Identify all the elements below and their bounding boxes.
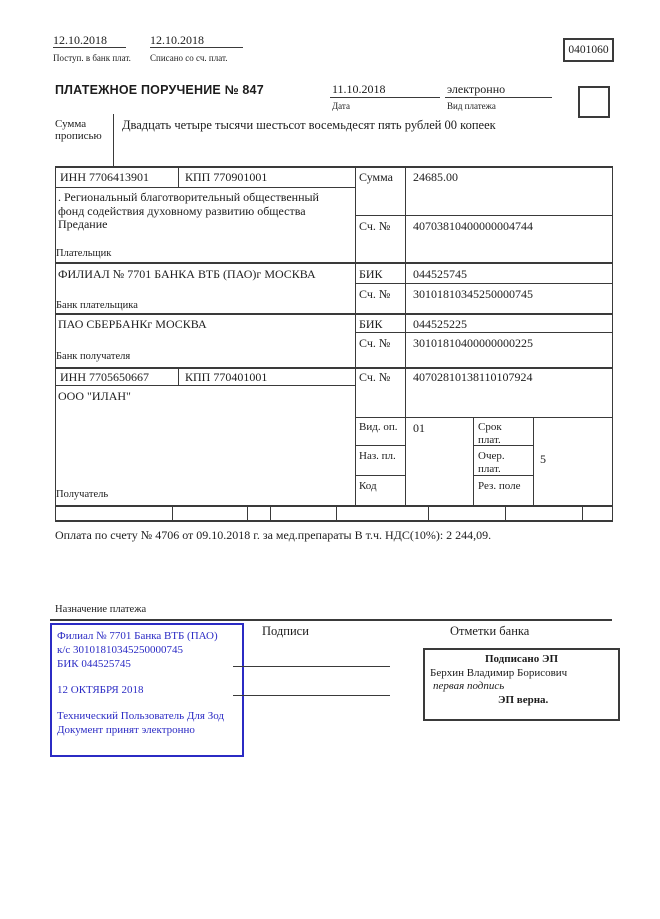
stamp-user: Технический Пользователь Для Зод xyxy=(57,710,225,722)
payer-account: 40703810400000004744 xyxy=(413,219,533,233)
divider xyxy=(355,445,405,446)
payer-bank-section-label: Банк плательщика xyxy=(56,300,138,311)
reserve-field-label: Рез. поле xyxy=(478,480,521,492)
stamp-accepted: Документ принят электронно xyxy=(57,724,195,736)
priority-value: 5 xyxy=(540,452,546,466)
divider xyxy=(178,367,179,385)
received-date-label: Поступ. в банк плат. xyxy=(53,53,131,63)
divider xyxy=(355,332,612,333)
divider xyxy=(55,520,612,522)
divider xyxy=(355,166,356,505)
divider xyxy=(55,505,612,507)
divider xyxy=(55,385,355,386)
divider xyxy=(55,367,612,369)
payee-section-label: Получатель xyxy=(56,489,109,500)
stamp-corr-account: к/с 30101810345250000745 xyxy=(57,644,184,656)
divider xyxy=(113,114,114,166)
doc-title: ПЛАТЕЖНОЕ ПОРУЧЕНИЕ № 847 xyxy=(55,83,264,97)
debited-date-value: 12.10.2018 xyxy=(150,33,204,47)
divider xyxy=(582,505,583,520)
esign-subtitle: первая подпись xyxy=(433,680,505,692)
payee-inn: ИНН 7705650667 xyxy=(60,370,149,384)
payee-bank-corr: 30101810400000000225 xyxy=(413,336,533,350)
stamp-bank-name: Филиал № 7701 Банка ВТБ (ПАО) xyxy=(57,630,218,642)
esign-name: Берхин Владимир Борисович xyxy=(430,666,568,679)
divider xyxy=(55,262,612,264)
form-code-box: 0401060 xyxy=(563,38,614,62)
divider xyxy=(50,619,612,621)
divider xyxy=(55,187,355,188)
op-kind-value: 01 xyxy=(413,421,425,435)
bank-marks-header: Отметки банка xyxy=(450,624,530,638)
divider xyxy=(405,166,406,505)
divider xyxy=(355,215,612,216)
divider xyxy=(172,505,173,520)
payer-bank-bik: 044525745 xyxy=(413,267,467,281)
signature-line-2 xyxy=(233,695,390,696)
payer-bank-bik-label: БИК xyxy=(359,267,383,281)
purpose-text: Оплата по счету № 4706 от 09.10.2018 г. за мед.препараты В т.ч. НДС(10%): 2 244,09. xyxy=(55,528,492,542)
divider xyxy=(355,283,612,284)
purpose-section-label: Назначение платежа xyxy=(55,604,147,615)
esign-verified: ЭП верна. xyxy=(498,693,549,706)
payer-bank-name: ФИЛИАЛ № 7701 БАНКА ВТБ (ПАО)г МОСКВА xyxy=(58,267,316,281)
payer-account-label: Сч. № xyxy=(359,219,391,233)
payee-bank-bik-label: БИК xyxy=(359,317,383,331)
payer-bank-corr: 30101810345250000745 xyxy=(413,287,533,301)
doc-date-value: 11.10.2018 xyxy=(332,82,386,96)
signature-line-1 xyxy=(233,666,390,667)
op-kind-label: Вид. оп. xyxy=(359,421,398,433)
divider xyxy=(428,505,429,520)
payer-name: . Региональный благотворительный общественный фонд содействия духовному развитию общества Предание xyxy=(58,190,319,231)
amount-value: 24685.00 xyxy=(413,170,458,184)
code-label: Код xyxy=(359,480,377,492)
divider xyxy=(473,417,474,505)
payee-bank-corr-label: Сч. № xyxy=(359,336,391,350)
stamp-bik: БИК 044525745 xyxy=(57,658,131,670)
payee-account: 40702810138110107924 xyxy=(413,370,533,384)
divider xyxy=(505,505,506,520)
payer-section-label: Плательщик xyxy=(56,248,112,259)
stamp-date: 12 ОКТЯБРЯ 2018 xyxy=(57,684,144,696)
divider xyxy=(178,166,179,187)
payee-bank-bik: 044525225 xyxy=(413,317,467,331)
payment-kind-checkbox xyxy=(578,86,610,118)
divider xyxy=(53,47,126,48)
amount-words-text: Двадцать четыре тысячи шестьсот восемьдесят пять рублей 00 копеек xyxy=(122,118,496,132)
divider xyxy=(612,166,613,522)
divider xyxy=(270,505,271,520)
payer-kpp: КПП 770901001 xyxy=(185,170,268,184)
esign-title: Подписано ЭП xyxy=(484,653,559,665)
signatures-header: Подписи xyxy=(262,624,309,638)
payer-inn: ИНН 7706413901 xyxy=(60,170,149,184)
received-date-value: 12.10.2018 xyxy=(53,33,107,47)
payment-kind-label: Вид платежа xyxy=(447,101,496,111)
priority-label: Очер. плат. xyxy=(478,450,505,475)
divider xyxy=(55,166,56,522)
divider xyxy=(55,313,612,315)
payee-account-label: Сч. № xyxy=(359,370,391,384)
bank-acceptance-stamp xyxy=(50,623,244,757)
payee-bank-section-label: Банк получателя xyxy=(56,351,131,362)
divider xyxy=(445,97,552,98)
amount-words-label: Сумма прописью xyxy=(55,118,102,142)
payee-name: ООО "ИЛАН" xyxy=(58,389,131,403)
payee-kpp: КПП 770401001 xyxy=(185,370,268,384)
payment-kind-value: электронно xyxy=(447,82,506,96)
pay-term-label: Срок плат. xyxy=(478,421,502,446)
divider xyxy=(355,475,405,476)
payee-bank-name: ПАО СБЕРБАНКг МОСКВА xyxy=(58,317,207,331)
divider xyxy=(55,166,612,168)
divider xyxy=(150,47,243,48)
divider xyxy=(533,417,534,505)
payer-bank-corr-label: Сч. № xyxy=(359,287,391,301)
amount-label: Сумма xyxy=(359,170,393,184)
divider xyxy=(247,505,248,520)
divider xyxy=(355,417,612,418)
purpose-code-label: Наз. пл. xyxy=(359,450,396,462)
electronic-signature-stamp xyxy=(423,648,620,721)
divider xyxy=(330,97,440,98)
debited-date-label: Списано со сч. плат. xyxy=(150,53,228,63)
divider xyxy=(336,505,337,520)
doc-date-label: Дата xyxy=(332,101,350,111)
